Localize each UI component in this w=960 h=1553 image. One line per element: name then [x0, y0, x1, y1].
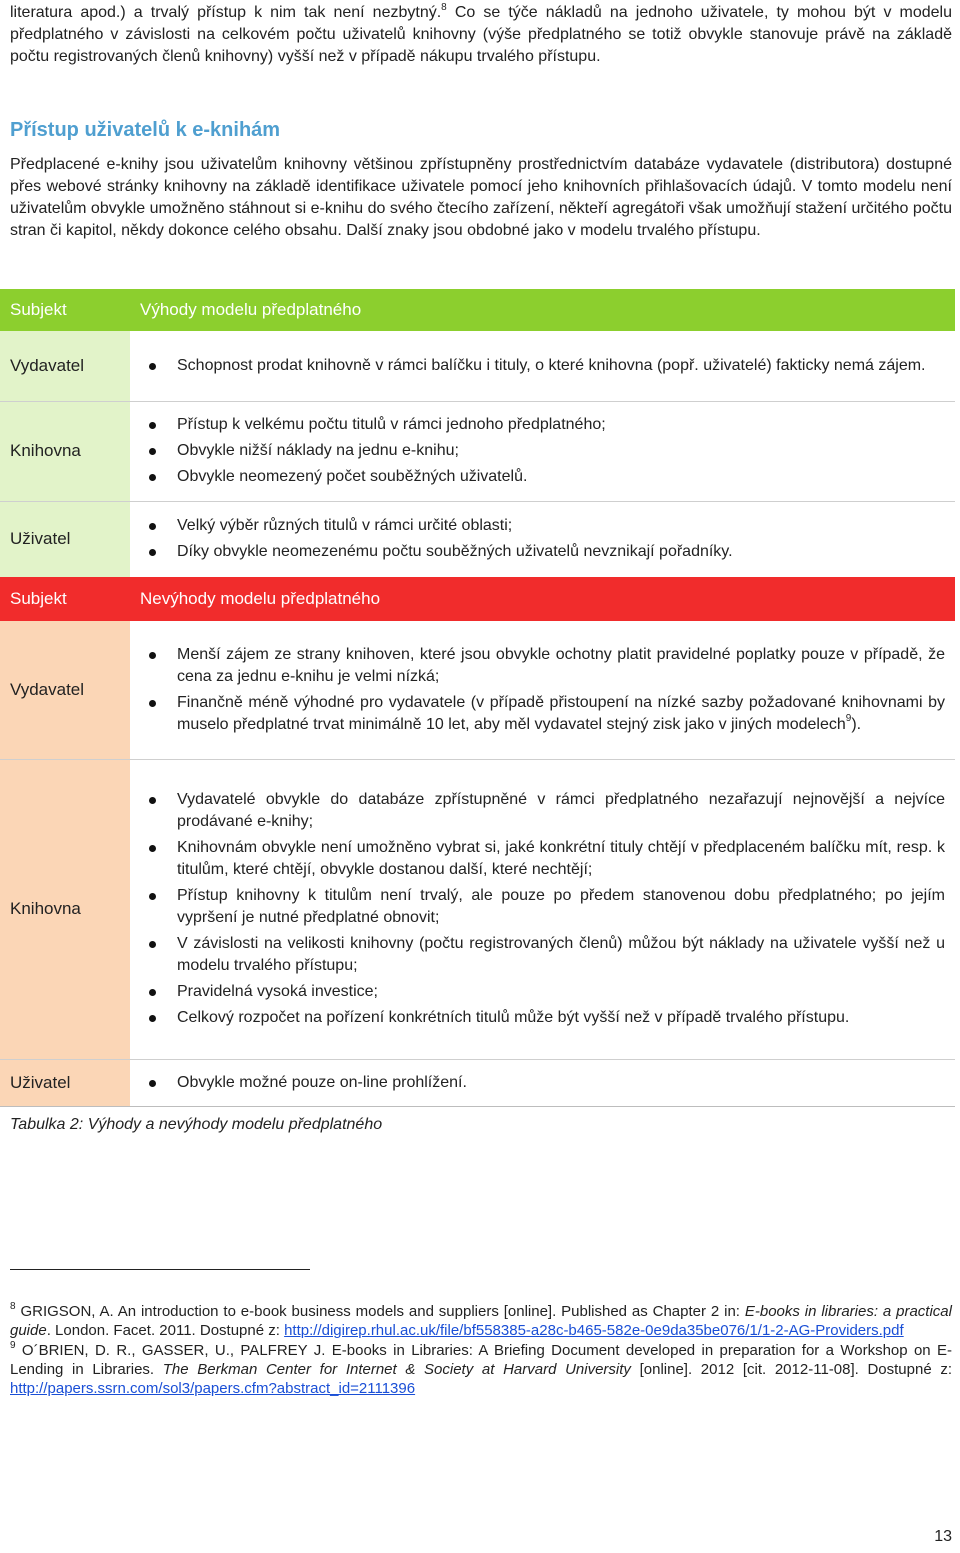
bullet-list — [144, 789, 945, 1029]
table-row — [0, 1059, 955, 1106]
table-row — [0, 401, 955, 501]
footnote-number: 8 — [10, 1301, 16, 1312]
advantages-disadvantages-table — [0, 289, 955, 1107]
subject-cell: Uživatel — [0, 501, 130, 577]
items-cell — [130, 1059, 955, 1106]
table-row — [0, 501, 955, 577]
section-paragraph: Předplacené e-knihy jsou uživatelům knihovny většinou zpřístupněny prostřednictvím databáze vydavatele (distributora) dostupné přes webové stránky knihovny na základě identifikace uživatele pomocí jeho knihovních přihlašovacích údajů. V tomto modelu není uživatelům obvykle umožněno stáhnout si e-knihu do svého čtecího zařízení, někteří agregátoři však umožňují stažení určitého počtu stran či kapitol, někdy dokonce celého obsahu. Další znaky jsou obdobné jako v modelu trvalého přístupu. — [10, 156, 952, 239]
items-cell — [130, 501, 955, 577]
footnote-ref-9[interactable]: 9 — [845, 713, 852, 725]
bullet-list — [144, 1072, 945, 1094]
list-item: Vydavatelé obvykle do databáze zpřístupněné v rámci předplatného nezařazují nejnovější a nejvíce prodávané e-knihy; — [144, 789, 945, 833]
disadvantages-header-row — [0, 577, 955, 621]
subject-cell: Vydavatel — [0, 331, 130, 401]
disadvantages-title: Nevýhody modelu předplatného — [130, 577, 955, 621]
footnote-9: $^9$ O´BRIEN, D. R., GASSER, U., PALFREY J. E-books in Libraries: A Briefing Document developed in preparation for a Workshop on E-Lending in Libraries. The Berkman Center for Internet & Society at Harvard University [online]. 2012 [cit. 2012-11-08]. Dostupné z: http://papers.ssrn.com/sol3/papers.cfm?abstract_id=2111396 — [10, 1340, 953, 1397]
list-item: Přístup k velkému počtu titulů v rámci jednoho předplatného; — [144, 414, 945, 436]
subject-cell: Knihovna — [0, 401, 130, 501]
list-item: Přístup knihovny k titulům není trvalý, ale pouze po předem stanovenou dobu předplatného; po jejím vypršení je nutné předplatné obnovit; — [144, 885, 945, 929]
advantages-title: Výhody modelu předplatného — [130, 289, 955, 331]
table-caption: Tabulka 2: Výhody a nevýhody modelu předplatného — [10, 1116, 383, 1133]
list-item: Obvykle možné pouze on-line prohlížení. — [144, 1072, 945, 1094]
items-cell — [130, 401, 955, 501]
list-item: Velký výběr různých titulů v rámci určité oblasti; — [144, 515, 945, 537]
list-item: Celkový rozpočet na pořízení konkrétních titulů může být vyšší než v případě trvalého přístupu. — [144, 1007, 945, 1029]
list-item: Schopnost prodat knihovně v rámci balíčku i tituly, o které knihovna (popř. uživatelé) fakticky nemá zájem. — [144, 355, 945, 377]
table-row — [0, 621, 955, 759]
items-cell — [130, 331, 955, 401]
items-cell — [130, 621, 955, 759]
list-item: Finančně méně výhodné pro vydavatele (v případě přistoupení na nízké sazby požadované knihovnami by muselo předplatné trvat minimálně 10 let, aby měl vydavatel stejný zisk jako v jiných modelech$^9$). — [144, 692, 945, 736]
footnote-8: $^8$ GRIGSON, A. An introduction to e-book business models and suppliers [online]. Published as Chapter 2 in: E-books in libraries: a practical guide. London. Facet. 2011. Dostupné z: http://digirep.rhul.ac.uk/file/bf558385-a28c-b465-582e-0e9da35be076/1/1-2-AG-Providers.pdf — [10, 1301, 952, 1339]
bullet-list — [144, 644, 945, 736]
footnote-9-link[interactable]: http://papers.ssrn.com/sol3/papers.cfm?abstract_id=2111396 — [10, 1380, 416, 1397]
footnote-8-link[interactable]: http://digirep.rhul.ac.uk/file/bf558385-a28c-b465-582e-0e9da35be076/1/1-2-AG-Providers.pdf — [284, 1322, 904, 1339]
list-item: Pravidelná vysoká investice; — [144, 981, 945, 1003]
list-item: Knihovnám obvykle není umožněno vybrat si, jaké konkrétní tituly chtějí v předplaceném balíčku mít, resp. k titulům, které chtějí, obvykle dostanou další, které nechtějí; — [144, 837, 945, 881]
section-heading: Přístup uživatelů k e-knihám — [10, 119, 281, 141]
items-cell — [130, 759, 955, 1059]
intro-paragraph: literatura apod.) a trvalý přístup k nim tak není nezbytný.$^8$ Co se týče nákladů na jednoho uživatele, ty mohou být v modelu předplatného v závislosti na celkovém počtu uživatelů knihovny (výše předplatného se totiž obvykle stanovuje právě na základě počtu registrovaných členů knihovny) vyšší než v případě nákupu trvalého přístupu. — [10, 1, 953, 65]
list-item: Díky obvykle neomezenému počtu souběžných uživatelů nevznikají pořadníky. — [144, 541, 945, 563]
subject-header: Subjekt — [0, 577, 130, 621]
footnotes — [10, 1302, 952, 1399]
advantages-header-row — [0, 289, 955, 331]
footnote-number: 9 — [10, 1340, 16, 1351]
list-item: Obvykle nižší náklady na jednu e-knihu; — [144, 440, 945, 462]
bullet-list — [144, 515, 945, 563]
table-row — [0, 759, 955, 1059]
footnote-ref-8[interactable]: 8 — [441, 1, 447, 13]
list-item: Menší zájem ze strany knihoven, které jsou obvykle ochotny platit pravidelné poplatky pouze v případě, že cena za jednu e-knihu je velmi nízká; — [144, 644, 945, 688]
footnote-divider — [10, 1269, 310, 1270]
subject-cell: Vydavatel — [0, 621, 130, 759]
table-row — [0, 331, 955, 401]
page-number: 13 — [934, 1528, 952, 1545]
subject-header: Subjekt — [0, 289, 130, 331]
subject-cell: Knihovna — [0, 759, 130, 1059]
bullet-list — [144, 355, 945, 377]
subject-cell: Uživatel — [0, 1059, 130, 1106]
list-item: Obvykle neomezený počet souběžných uživatelů. — [144, 466, 945, 488]
list-item: V závislosti na velikosti knihovny (počtu registrovaných členů) můžou být náklady na uživatele vyšší než u modelu trvalého přístupu; — [144, 933, 945, 977]
bullet-list — [144, 414, 945, 488]
